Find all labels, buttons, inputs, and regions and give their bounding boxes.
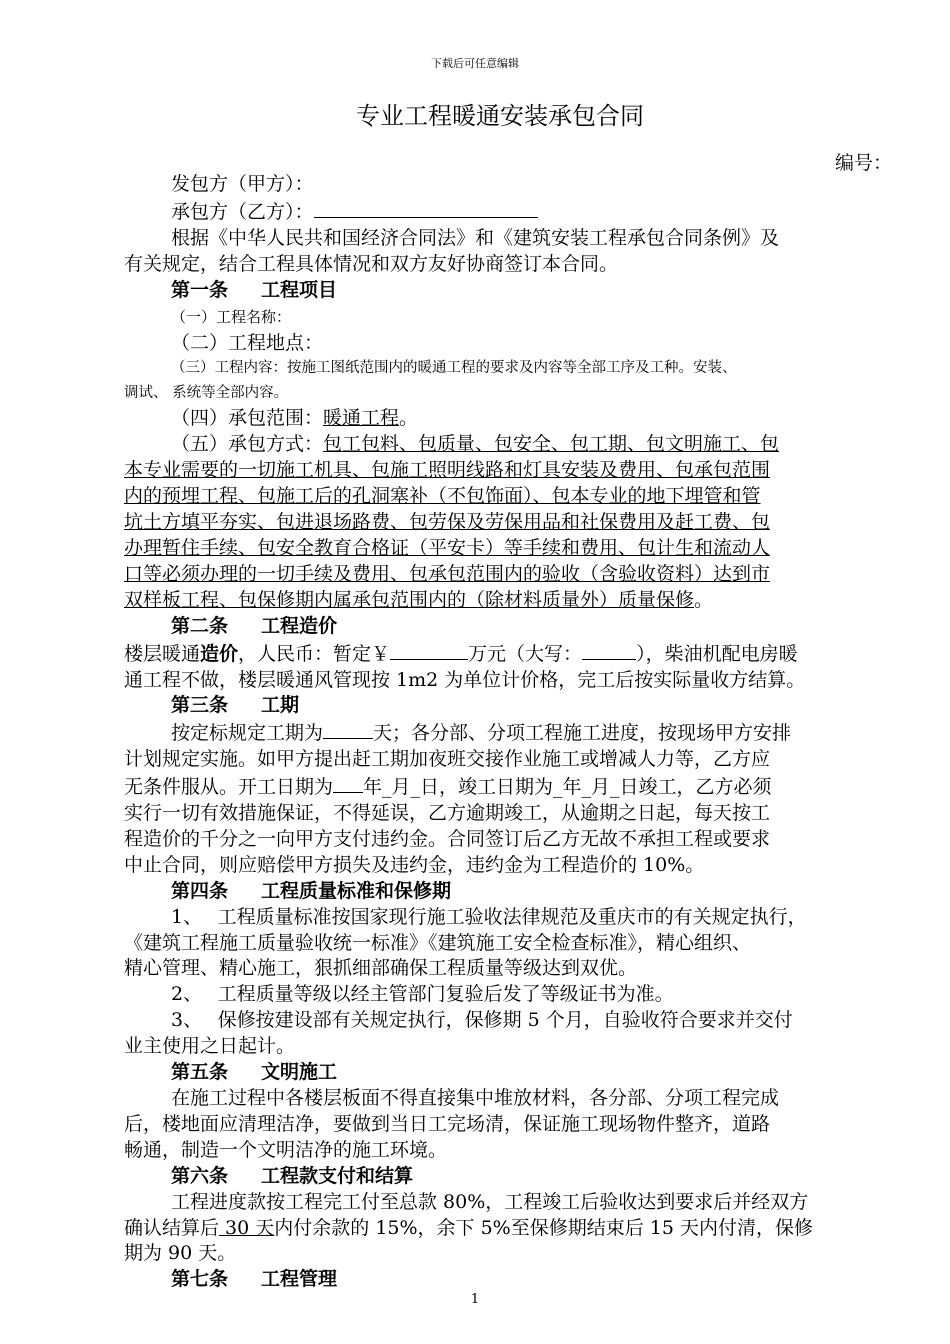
art1-item-3-line-2: 调试、 系统等全部内容。 [124, 385, 289, 402]
art6-line-1: 工程进度款按工程完工付至总款 80%，工程竣工后验收达到要求后并经双方 [171, 1190, 809, 1213]
party-a-line: 发包方（甲方）： [171, 173, 314, 195]
art1-item-5-line-7: 双样板工程、包保修期内属承包范围内的（除材料质量外）质量保修。 [124, 588, 714, 611]
art1-item-1: （一）工程名称： [171, 307, 292, 326]
art2-line-1: 楼层暖通造价，人民币：暂定￥ 万元（大写： ），柴油机配电房暖 [124, 640, 902, 668]
art3-line-5: 程造价的千分之一向甲方支付违约金。合同签订后乙方无故不承担工程或要求 [124, 827, 771, 850]
document-title: 专业工程暖通安装承包合同 [356, 102, 644, 130]
art1-item-5-line-6: 口等必须办理的一切手续及费用、包承包范围内的验收（含验收资料）达到市 [124, 562, 771, 585]
party-b-blank [314, 198, 538, 218]
article-6-heading: 第六条 工程款支付和结算 [171, 1164, 414, 1187]
art4-item-3-line-1: 3、 保修按建设部有关规定执行，保修期 5 个月，自验收符合要求并交付 [171, 1009, 793, 1032]
art3-line-3: 无条件服从。开工日期为 年_月_日，竣工日期为_年_月_日竣工，乙方必须 [124, 773, 902, 801]
art1-item-5-line-3: 内的预埋工程、包施工后的孔洞塞补（不包饰面）、包本专业的地下埋管和管 [124, 485, 761, 508]
art5-line-3: 畅通，制造一个文明洁净的施工环境。 [124, 1138, 448, 1161]
article-2-heading: 第二条 工程造价 [171, 614, 338, 637]
article-4-heading: 第四条 工程质量标准和保修期 [171, 879, 452, 902]
contract-body [124, 172, 902, 1293]
art4-item-1-line-3: 精心管理、精心施工，狠抓细部确保工程质量等级达到双优。 [124, 957, 638, 980]
article-1-heading: 第一条 工程项目 [171, 278, 338, 301]
art4-item-3-line-2: 业主使用之日起计。 [124, 1035, 296, 1058]
art3-line-2: 计划规定实施。如甲方提出赶工期加夜班交接作业施工或增减人力等，乙方应 [124, 748, 771, 771]
art2-line-2: 通工程不做，楼层暖通风管现按 1m2 为单位计价格，完工后按实际量收方结算。 [124, 668, 806, 691]
art4-item-1-line-1: 1、 工程质量标准按国家现行施工验收法律规范及重庆市的有关规定执行， [171, 905, 807, 928]
price-blank [390, 640, 468, 660]
page-number: 1 [470, 1292, 480, 1307]
art6-line-3: 期为 90 天。 [124, 1242, 237, 1265]
header-note: 下载后可任意编辑 [431, 57, 519, 70]
art5-line-2: 后，楼地面应清理洁净，要做到当日工完场清，保证施工现场物件整齐，道路 [124, 1112, 771, 1135]
art6-line-2: 确认结算后 30 天内付余款的 15%，余下 5%至保修期结束后 15 天内付清，保修 [124, 1216, 813, 1239]
art3-line-4: 实行一切有效措施保证，不得延误，乙方逾期竣工，从逾期之日起，每天按工 [124, 802, 771, 825]
art1-item-5-line-2: 本专业需要的一切施工机具、包施工照明线路和灯具安装及费用、包承包范围 [124, 459, 771, 482]
price-uppercase-blank [582, 640, 636, 660]
duration-blank [323, 719, 373, 739]
article-7-heading: 第七条 工程管理 [171, 1268, 338, 1291]
art1-item-5-line-1: （五）承包方式：包工包料、包质量、包安全、包工期、包文明施工、包 [171, 433, 780, 456]
intro-line-2: 有关规定，结合工程具体情况和双方友好协商签订本合同。 [124, 252, 619, 275]
art1-item-2: （二）工程地点： [171, 331, 324, 354]
intro-line-1: 根据《中华人民共和国经济合同法》和《建筑安装工程承包合同条例》及 [171, 226, 780, 249]
serial-number-label: 编号： [834, 152, 892, 174]
art3-line-6: 中止合同，则应赔偿甲方损失及违约金，违约金为工程造价的 10%。 [124, 853, 705, 876]
start-year-blank [333, 773, 363, 793]
article-5-heading: 第五条 文明施工 [171, 1061, 338, 1084]
art1-item-4: （四）承包范围：暖通工程。 [171, 407, 419, 430]
art1-item-3-line-1: （三）工程内容：按施工图纸范围内的暖通工程的要求及内容等全部工序及工种。安装、 [171, 360, 737, 377]
art5-line-1: 在施工过程中各楼层板面不得直接集中堆放材料，各分部、分项工程完成 [171, 1087, 780, 1109]
art3-line-1: 按定标规定工期为 天；各分部、分项工程施工进度，按现场甲方安排 [124, 719, 902, 747]
art4-item-2: 2、 工程质量等级以经主管部门复验后发了等级证书为准。 [171, 983, 674, 1006]
art4-item-1-line-2: 《建筑工程施工质量验收统一标准》《建筑施工安全检查标准》，精心组织、 [124, 931, 752, 954]
party-b-line: 承包方（乙方）： [124, 198, 902, 226]
article-3-heading: 第三条 工期 [171, 694, 300, 717]
art1-item-5-line-4: 坑土方填平夯实、包进退场路费、包劳保及劳保用品和社保费用及赶工费、包 [124, 511, 771, 534]
art1-item-5-line-5: 办理暂住手续、包安全教育合格证（平安卡）等手续和费用、包计生和流动人 [124, 536, 771, 559]
